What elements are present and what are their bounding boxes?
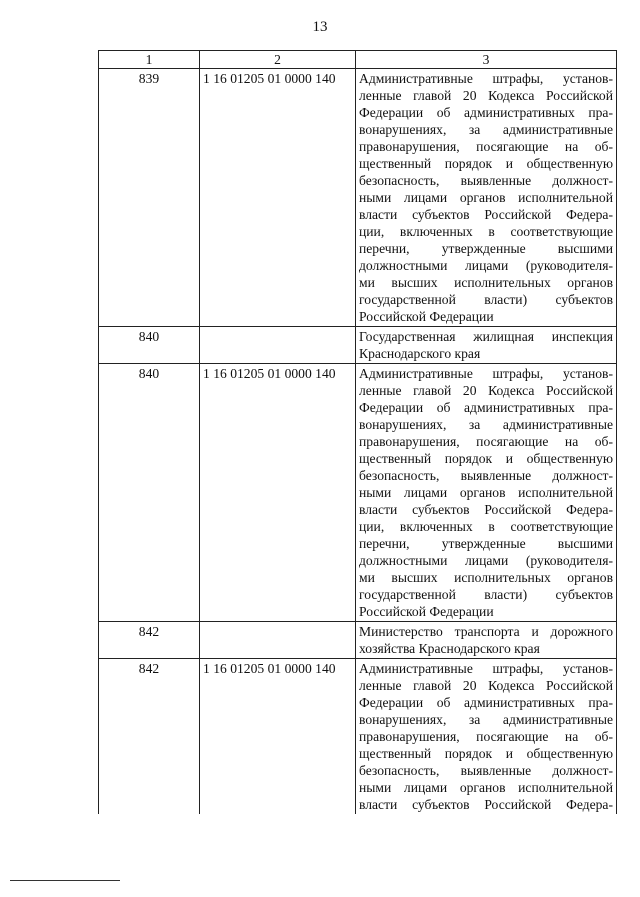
admin-code-cell: 842 — [99, 659, 200, 815]
description-line: Российской Федерации — [359, 309, 494, 324]
table-row — [99, 659, 617, 815]
description-line: ции, включенных в соответствующие — [359, 519, 613, 534]
description-line: ленные главой 20 Кодекса Российской — [359, 383, 613, 398]
description-line: безопасность, выявленные должност- — [359, 468, 613, 483]
description-cell — [356, 327, 617, 364]
description-cell — [356, 69, 617, 327]
description-line: ными лицами органов исполнительной — [359, 485, 613, 500]
description-line: ными лицами органов исполнительной — [359, 190, 613, 205]
table-header-row — [99, 51, 617, 69]
table-row — [99, 364, 617, 622]
description-line: власти субъектов Российской Федера- — [359, 207, 613, 222]
description-line: правонарушения, посягающие на об- — [359, 139, 613, 154]
description-line: Федерации об административных пра- — [359, 400, 613, 415]
description-line: власти субъектов Российской Федера- — [359, 797, 613, 812]
revenue-code-cell: 1 16 01205 01 0000 140 — [200, 364, 356, 622]
description-line: Федерации об административных пра- — [359, 105, 613, 120]
revenue-code-cell — [200, 622, 356, 659]
description-line: ми высших исполнительных органов — [359, 570, 613, 585]
admin-code-cell: 840 — [99, 327, 200, 364]
header-col-3: 3 — [356, 51, 617, 69]
description-line: Административные штрафы, установ- — [359, 71, 613, 86]
description-line: должностными лицами (руководителя- — [359, 553, 613, 568]
description-line: должностными лицами (руководителя- — [359, 258, 613, 273]
description-cell — [356, 364, 617, 622]
description-cell — [356, 659, 617, 815]
budget-codes-table — [98, 50, 617, 814]
header-col-1: 1 — [99, 51, 200, 69]
description-line: щественный порядок и общественную — [359, 451, 613, 466]
description-line: щественный порядок и общественную — [359, 746, 613, 761]
description-line: ными лицами органов исполнительной — [359, 780, 613, 795]
description-line: безопасность, выявленные должност- — [359, 763, 613, 778]
admin-code-cell: 842 — [99, 622, 200, 659]
revenue-code-cell: 1 16 01205 01 0000 140 — [200, 69, 356, 327]
description-line: перечни, утвержденные высшими — [359, 241, 613, 256]
table-row — [99, 69, 617, 327]
description-line: правонарушения, посягающие на об- — [359, 434, 613, 449]
description-line: ленные главой 20 Кодекса Российской — [359, 88, 613, 103]
revenue-code-cell — [200, 327, 356, 364]
revenue-code-cell: 1 16 01205 01 0000 140 — [200, 659, 356, 815]
description-line: вонарушениях, за административные — [359, 712, 613, 727]
description-line: ции, включенных в соответствующие — [359, 224, 613, 239]
description-cell — [356, 622, 617, 659]
description-line: Министерство транспорта и дорожного — [359, 624, 613, 639]
description-line: Российской Федерации — [359, 604, 494, 619]
description-line: Государственная жилищная инспекция — [359, 329, 613, 344]
description-line: безопасность, выявленные должност- — [359, 173, 613, 188]
table-row — [99, 622, 617, 659]
header-col-2: 2 — [200, 51, 356, 69]
description-line: перечни, утвержденные высшими — [359, 536, 613, 551]
description-line: щественный порядок и общественную — [359, 156, 613, 171]
admin-code-cell: 840 — [99, 364, 200, 622]
footnote-rule — [10, 880, 120, 881]
table-row — [99, 327, 617, 364]
description-line: ми высших исполнительных органов — [359, 275, 613, 290]
description-line: Административные штрафы, установ- — [359, 661, 613, 676]
description-line: государственной власти) субъектов — [359, 587, 613, 602]
admin-code-cell: 839 — [99, 69, 200, 327]
description-line: Краснодарского края — [359, 346, 481, 361]
description-line: государственной власти) субъектов — [359, 292, 613, 307]
page-number: 13 — [312, 19, 328, 35]
description-line: Административные штрафы, установ- — [359, 366, 613, 381]
description-line: вонарушениях, за административные — [359, 417, 613, 432]
description-line: вонарушениях, за административные — [359, 122, 613, 137]
description-line: правонарушения, посягающие на об- — [359, 729, 613, 744]
description-line: власти субъектов Российской Федера- — [359, 502, 613, 517]
description-line: Федерации об административных пра- — [359, 695, 613, 710]
description-line: хозяйства Краснодарского края — [359, 641, 540, 656]
description-line: ленные главой 20 Кодекса Российской — [359, 678, 613, 693]
